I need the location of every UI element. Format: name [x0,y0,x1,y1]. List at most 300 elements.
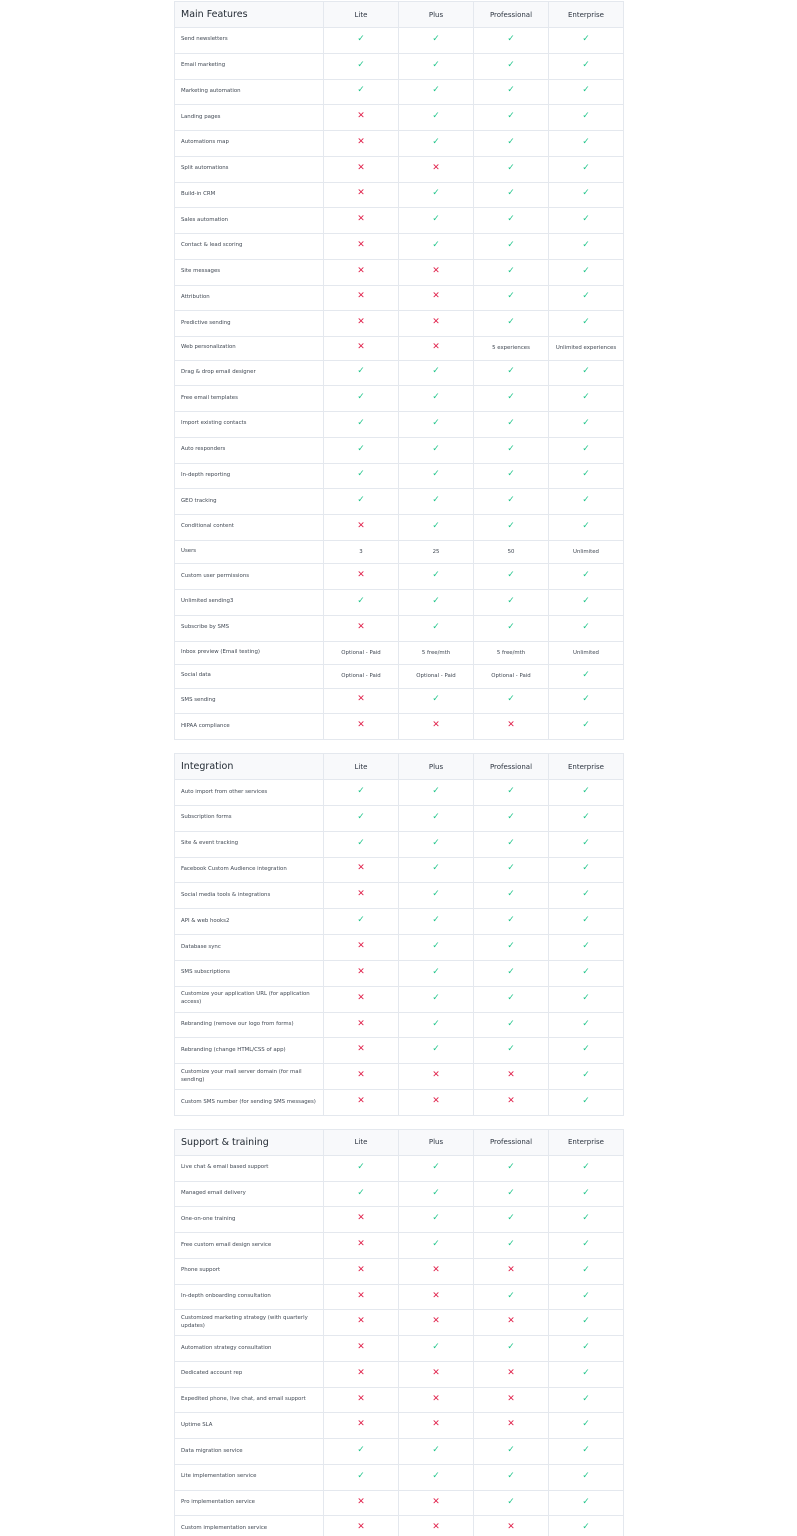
feature-name: Live chat & email based support [175,1155,324,1181]
feature-name: Subscription forms [175,805,324,831]
check-icon: ✓ [507,417,515,428]
table-row [175,515,624,541]
check-icon: ✓ [582,1470,590,1481]
professional-cell [474,1258,549,1284]
enterprise-cell [549,564,624,590]
check-icon: ✓ [582,595,590,606]
table-row [175,337,624,361]
cross-icon: ✕ [357,317,365,328]
check-icon: ✓ [357,392,365,403]
plus-value: 5 free/mth [399,641,474,665]
table-row [175,780,624,806]
plus-cell [399,311,474,337]
lite-cell [324,714,399,740]
table-row [175,1038,624,1064]
check-icon: ✓ [582,1096,590,1107]
cross-icon: ✕ [357,341,365,352]
check-icon: ✓ [582,111,590,122]
enterprise-cell [549,688,624,714]
plan-header-enterprise: Enterprise [549,754,624,780]
table-row [175,1413,624,1439]
plan-header-lite: Lite [324,1129,399,1155]
plan-header-enterprise: Enterprise [549,1129,624,1155]
table-row [175,564,624,590]
table-body [175,28,624,740]
feature-name: Dedicated account rep [175,1361,324,1387]
professional-cell [474,1155,549,1181]
feature-name: Free email templates [175,386,324,412]
check-icon: ✓ [507,915,515,926]
feature-name: Rebranding (change HTML/CSS of app) [175,1038,324,1064]
check-icon: ✓ [507,214,515,225]
cross-icon: ✕ [357,570,365,581]
enterprise-cell [549,805,624,831]
cross-icon: ✕ [432,1290,440,1301]
support-training-table [174,1129,624,1536]
check-icon: ✓ [507,811,515,822]
lite-cell [324,463,399,489]
table-row [175,360,624,386]
check-icon: ✓ [507,317,515,328]
feature-name: Unlimited sending3 [175,590,324,616]
check-icon: ✓ [582,694,590,705]
check-icon: ✓ [507,33,515,44]
cross-icon: ✕ [357,1342,365,1353]
professional-value: Optional - Paid [474,665,549,689]
table-row [175,909,624,935]
lite-cell [324,182,399,208]
professional-cell [474,1207,549,1233]
feature-name: GEO tracking [175,489,324,515]
lite-cell [324,1336,399,1362]
cross-icon: ✕ [357,265,365,276]
plus-value: 25 [399,540,474,564]
lite-cell [324,1064,399,1090]
feature-name: Auto import from other services [175,780,324,806]
check-icon: ✓ [582,495,590,506]
feature-name: In-depth onboarding consultation [175,1284,324,1310]
lite-cell [324,437,399,463]
table-row [175,53,624,79]
plus-cell [399,1090,474,1116]
plus-cell [399,1439,474,1465]
cross-icon: ✕ [432,1316,440,1327]
feature-name: Conditional content [175,515,324,541]
professional-cell [474,590,549,616]
check-icon: ✓ [582,317,590,328]
check-icon: ✓ [357,33,365,44]
check-icon: ✓ [432,136,440,147]
cross-icon: ✕ [357,1018,365,1029]
cross-icon: ✕ [357,1239,365,1250]
check-icon: ✓ [582,889,590,900]
enterprise-cell [549,1090,624,1116]
check-icon: ✓ [432,33,440,44]
enterprise-cell [549,412,624,438]
professional-cell [474,1413,549,1439]
plus-cell [399,1258,474,1284]
table-row [175,615,624,641]
cross-icon: ✕ [507,1316,515,1327]
professional-cell [474,131,549,157]
cross-icon: ✕ [507,1393,515,1404]
cross-icon: ✕ [432,341,440,352]
plus-cell [399,1038,474,1064]
check-icon: ✓ [432,1239,440,1250]
enterprise-cell [549,590,624,616]
check-icon: ✓ [507,1290,515,1301]
plan-header-plus: Plus [399,1129,474,1155]
professional-cell [474,463,549,489]
plan-header-plus: Plus [399,754,474,780]
plus-cell [399,986,474,1012]
check-icon: ✓ [357,495,365,506]
plan-header-plus: Plus [399,2,474,28]
plus-cell [399,1413,474,1439]
check-icon: ✓ [432,621,440,632]
lite-cell [324,1233,399,1259]
check-icon: ✓ [432,889,440,900]
lite-cell [324,131,399,157]
plus-cell [399,79,474,105]
check-icon: ✓ [507,239,515,250]
plus-cell [399,1207,474,1233]
table-row [175,986,624,1012]
table-row [175,105,624,131]
professional-cell [474,1181,549,1207]
plus-cell [399,156,474,182]
cross-icon: ✕ [357,1096,365,1107]
check-icon: ✓ [507,940,515,951]
table-row [175,1181,624,1207]
feature-name: Social data [175,665,324,689]
professional-cell [474,156,549,182]
cross-icon: ✕ [357,1522,365,1533]
enterprise-cell [549,986,624,1012]
check-icon: ✓ [357,443,365,454]
enterprise-cell [549,935,624,961]
feature-name: API & web hooks2 [175,909,324,935]
professional-cell [474,1439,549,1465]
feature-name: Users [175,540,324,564]
check-icon: ✓ [582,239,590,250]
check-icon: ✓ [582,291,590,302]
lite-cell [324,805,399,831]
table-row [175,1464,624,1490]
lite-cell [324,1181,399,1207]
cross-icon: ✕ [507,1522,515,1533]
professional-cell [474,1361,549,1387]
integration-table [174,753,624,1116]
feature-name: Free custom email design service [175,1233,324,1259]
check-icon: ✓ [357,59,365,70]
check-icon: ✓ [507,520,515,531]
plan-header-lite: Lite [324,754,399,780]
cross-icon: ✕ [357,966,365,977]
check-icon: ✓ [582,837,590,848]
check-icon: ✓ [507,863,515,874]
plus-cell [399,590,474,616]
lite-cell [324,1413,399,1439]
enterprise-cell [549,1413,624,1439]
lite-cell [324,259,399,285]
check-icon: ✓ [582,392,590,403]
check-icon: ✓ [507,1470,515,1481]
feature-name: Marketing automation [175,79,324,105]
plus-cell [399,960,474,986]
lite-value: Optional - Paid [324,665,399,689]
professional-cell [474,489,549,515]
enterprise-cell [549,665,624,689]
check-icon: ✓ [582,570,590,581]
cross-icon: ✕ [357,1367,365,1378]
check-icon: ✓ [357,837,365,848]
lite-cell [324,360,399,386]
enterprise-cell [549,1064,624,1090]
check-icon: ✓ [582,1018,590,1029]
plus-cell [399,1310,474,1336]
professional-cell [474,311,549,337]
lite-cell [324,857,399,883]
check-icon: ✓ [582,1367,590,1378]
enterprise-cell [549,1233,624,1259]
check-icon: ✓ [507,1044,515,1055]
cross-icon: ✕ [357,1316,365,1327]
check-icon: ✓ [582,214,590,225]
check-icon: ✓ [357,366,365,377]
professional-cell [474,182,549,208]
enterprise-value: Unlimited experiences [549,337,624,361]
lite-cell [324,79,399,105]
check-icon: ✓ [432,366,440,377]
lite-cell [324,1490,399,1516]
plan-header-lite: Lite [324,2,399,28]
plus-cell [399,1336,474,1362]
table-row [175,1310,624,1336]
table-row [175,1064,624,1090]
feature-name: Customize your application URL (for application access) [175,986,324,1012]
check-icon: ✓ [432,940,440,951]
cross-icon: ✕ [357,162,365,173]
check-icon: ✓ [582,520,590,531]
lite-cell [324,1207,399,1233]
feature-name: Contact & lead scoring [175,234,324,260]
cross-icon: ✕ [432,1367,440,1378]
plus-cell [399,1181,474,1207]
plus-cell [399,386,474,412]
feature-name: Custom implementation service [175,1516,324,1536]
check-icon: ✓ [582,915,590,926]
professional-cell [474,986,549,1012]
cross-icon: ✕ [357,1044,365,1055]
lite-value: Optional - Paid [324,641,399,665]
professional-cell [474,1090,549,1116]
check-icon: ✓ [582,1044,590,1055]
feature-name: Lite implementation service [175,1464,324,1490]
cross-icon: ✕ [357,940,365,951]
plus-cell [399,935,474,961]
cross-icon: ✕ [357,188,365,199]
lite-cell [324,564,399,590]
plus-cell [399,1233,474,1259]
feature-name: Landing pages [175,105,324,131]
enterprise-cell [549,1516,624,1536]
lite-cell [324,590,399,616]
table-row [175,1012,624,1038]
feature-name: Uptime SLA [175,1413,324,1439]
check-icon: ✓ [507,966,515,977]
professional-cell [474,883,549,909]
feature-name: One-on-one training [175,1207,324,1233]
enterprise-value: Unlimited [549,641,624,665]
table-row [175,1258,624,1284]
feature-name: Drag & drop email designer [175,360,324,386]
cross-icon: ✕ [357,863,365,874]
table-row [175,590,624,616]
table-body [175,1155,624,1536]
feature-name: Automation strategy consultation [175,1336,324,1362]
table-row [175,234,624,260]
comparison-tables [174,1,623,1536]
cross-icon: ✕ [507,720,515,731]
plus-cell [399,688,474,714]
cross-icon: ✕ [432,1496,440,1507]
cross-icon: ✕ [432,1522,440,1533]
enterprise-cell [549,615,624,641]
enterprise-cell [549,28,624,54]
table-row [175,386,624,412]
plus-cell [399,1155,474,1181]
plus-cell [399,1387,474,1413]
check-icon: ✓ [432,1187,440,1198]
plus-cell [399,805,474,831]
check-icon: ✓ [582,785,590,796]
lite-cell [324,831,399,857]
plus-cell [399,1064,474,1090]
cross-icon: ✕ [507,1367,515,1378]
plus-cell [399,1284,474,1310]
professional-cell [474,1387,549,1413]
table-row [175,857,624,883]
plus-cell [399,28,474,54]
plus-cell [399,831,474,857]
check-icon: ✓ [582,863,590,874]
check-icon: ✓ [432,1470,440,1481]
main-features-table [174,1,624,740]
lite-cell [324,1361,399,1387]
lite-cell [324,337,399,361]
section-spacer [174,740,623,753]
professional-cell [474,1516,549,1536]
cross-icon: ✕ [432,265,440,276]
check-icon: ✓ [507,469,515,480]
check-icon: ✓ [432,570,440,581]
lite-cell [324,960,399,986]
feature-name: Social media tools & integrations [175,883,324,909]
feature-name: Managed email delivery [175,1181,324,1207]
professional-cell [474,437,549,463]
plus-cell [399,437,474,463]
check-icon: ✓ [582,1316,590,1327]
professional-cell [474,935,549,961]
plus-cell [399,1012,474,1038]
lite-cell [324,515,399,541]
check-icon: ✓ [357,1470,365,1481]
plus-cell [399,208,474,234]
enterprise-cell [549,386,624,412]
plus-cell [399,182,474,208]
professional-cell [474,412,549,438]
cross-icon: ✕ [507,1096,515,1107]
plus-cell [399,285,474,311]
table-header-row [175,754,624,780]
cross-icon: ✕ [357,1290,365,1301]
table-header-row [175,1129,624,1155]
table-row [175,182,624,208]
check-icon: ✓ [432,495,440,506]
professional-cell [474,285,549,311]
professional-cell [474,909,549,935]
check-icon: ✓ [432,915,440,926]
check-icon: ✓ [432,469,440,480]
cross-icon: ✕ [357,1213,365,1224]
check-icon: ✓ [507,188,515,199]
cross-icon: ✕ [432,1393,440,1404]
table-row [175,79,624,105]
enterprise-cell [549,131,624,157]
enterprise-value: Unlimited [549,540,624,564]
enterprise-cell [549,53,624,79]
professional-cell [474,259,549,285]
table-body [175,780,624,1116]
table-row [175,1516,624,1536]
table-row [175,1361,624,1387]
check-icon: ✓ [357,915,365,926]
check-icon: ✓ [432,811,440,822]
cross-icon: ✕ [432,1096,440,1107]
feature-name: Customize your mail server domain (for mail sending) [175,1064,324,1090]
feature-name: Facebook Custom Audience integration [175,857,324,883]
check-icon: ✓ [582,1213,590,1224]
table-row [175,208,624,234]
check-icon: ✓ [357,85,365,96]
check-icon: ✓ [432,85,440,96]
check-icon: ✓ [507,889,515,900]
professional-value: 5 experiences [474,337,549,361]
feature-name: Site messages [175,259,324,285]
check-icon: ✓ [507,1496,515,1507]
check-icon: ✓ [507,265,515,276]
plus-cell [399,53,474,79]
enterprise-cell [549,1336,624,1362]
check-icon: ✓ [582,1161,590,1172]
enterprise-cell [549,960,624,986]
check-icon: ✓ [432,785,440,796]
feature-name: Attribution [175,285,324,311]
professional-cell [474,386,549,412]
plus-cell [399,1516,474,1536]
enterprise-cell [549,883,624,909]
plus-cell [399,131,474,157]
check-icon: ✓ [357,1445,365,1456]
feature-name: Email marketing [175,53,324,79]
plus-cell [399,489,474,515]
enterprise-cell [549,234,624,260]
lite-cell [324,156,399,182]
check-icon: ✓ [582,1070,590,1081]
check-icon: ✓ [582,59,590,70]
check-icon: ✓ [507,992,515,1003]
